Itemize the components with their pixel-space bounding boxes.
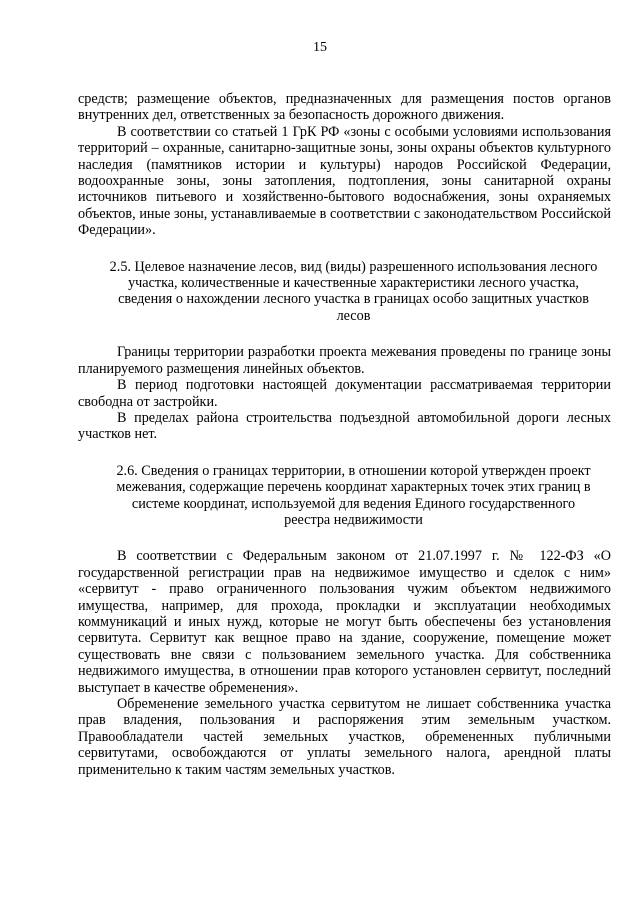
paragraph-free-territory: В период подготовки настоящей документации рассматриваемая территории свободна от застройки. <box>78 377 611 410</box>
section-heading-2-6: 2.6. Сведения о границах территории, в отношении которой утвержден проект межевания, содержащие перечень координат характерных точек этих границ в системе координат, используемой для ведения Единого государственного реестра недвижимости <box>116 462 591 528</box>
paragraph-continuation: средств; размещение объектов, предназначенных для размещения постов органов внутренних дел, ответственных за безопасность дорожного движения. <box>78 91 611 124</box>
paragraph-grk-zones: В соответствии со статьей 1 ГрК РФ «зоны с особыми условиями использования территорий – охранные, санитарно-защитные зоны, зоны охраны объектов культурного наследия (памятников истории и культуры) народов Российской Федерации, водоохранные зоны, зоны затопления, подтопления, зоны санитарной охраны источников питьевого и хозяйственно-бытового водоснабжения, зоны охраняемых объектов, иные зоны, устанавливаемые в соответствии с законодательством Российской Федерации». <box>78 123 611 239</box>
paragraph-servitude-law: В соответствии с Федеральным законом от 21.07.1997 г. № 122-ФЗ «О государственной регистрации прав на недвижимое имущество и сделок с ним» «сервитут - право ограниченного пользования чужим объектом недвижимого имущества, например, для прохода, прокладки и эксплуатации необходимых коммуникаций и иных нужд, которые не могут быть обеспечены без установления сервитута. Сервитут как вещное право на здание, сооружение, помещение может существовать вне связи с пользованием земельного участка. Для собственника недвижимого имущества, в отношении прав которого установлен сервитут, последний выступает в качестве обременения». <box>78 548 611 696</box>
document-body <box>78 91 611 778</box>
paragraph-no-forest: В пределах района строительства подъездной автомобильной дороги лесных участков нет. <box>78 409 611 443</box>
section-heading-2-5: 2.5. Целевое назначение лесов, вид (виды) разрешенного использования лесного участка, количественные и качественные характеристики лесного участка, сведения о нахождении лесного участка в границах особо защитных участков лесов <box>109 258 598 324</box>
paragraph-encumbrance: Обременение земельного участка сервитутом не лишает собственника участка прав владения, пользования и распоряжения этим земельным участком. Правообладатели частей земельных участков, обремененных публичными сервитутами, освобождаются от уплаты земельного налога, арендной платы применительно к таким частям земельных участков. <box>78 696 611 778</box>
page-number: 15 <box>313 40 327 55</box>
paragraph-boundaries: Границы территории разработки проекта межевания проведены по границе зоны планируемого размещения линейных объектов. <box>78 344 611 377</box>
